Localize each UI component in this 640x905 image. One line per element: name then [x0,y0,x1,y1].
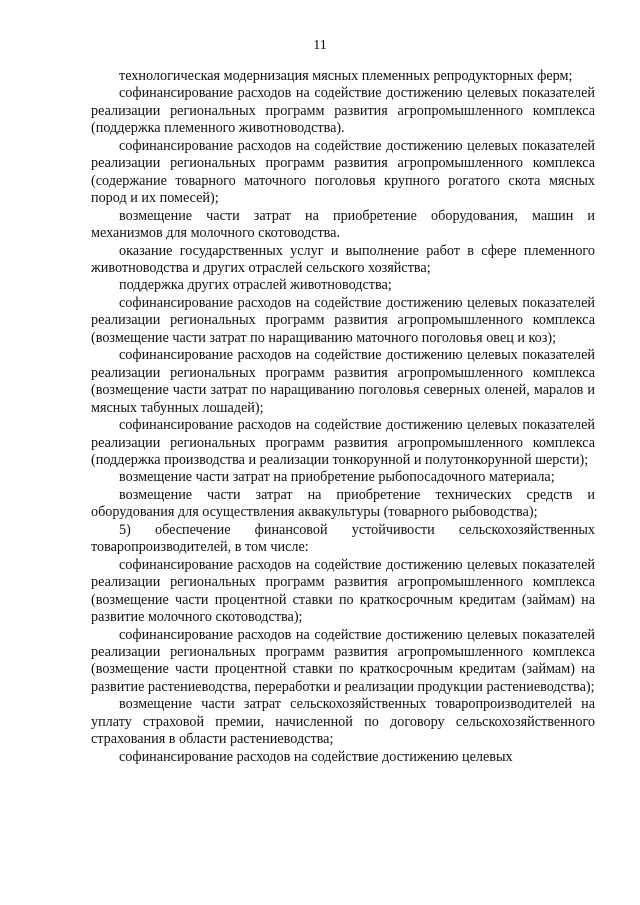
paragraph: софинансирование расходов на содействие достижению целевых показателей реализации региональных программ развития агропромышленного комплекса (возмещение части затрат по наращиванию поголовья северных оленей, маралов и мясных табунных лошадей); [91,347,595,416]
paragraph: поддержка других отраслей животноводства; [119,277,392,294]
paragraph: возмещение части затрат на приобретение рыбопосадочного материала; [119,469,555,486]
paragraph: софинансирование расходов на содействие достижению целевых показателей реализации региональных программ развития агропромышленного комплекса (возмещение части процентной ставки по краткосрочным кредитам (займам) на развитие молочного скотоводства); [91,556,595,626]
paragraph: технологическая модернизация мясных племенных репродукторных ферм; [119,68,573,84]
page-number: 11 [313,38,327,53]
paragraph: возмещение части затрат на приобретение оборудования, машин и механизмов для молочного скотоводства. [91,207,595,242]
paragraph: возмещение части затрат на приобретение технических средств и оборудования для осуществления аквакультуры (товарного рыбоводства); [91,486,595,521]
paragraph: софинансирование расходов на содействие достижению целевых показателей реализации региональных программ развития агропромышленного комплекса (поддержка производства и реализации тонкорунной и полутонкорунной шерсти); [91,417,595,468]
paragraph: софинансирование расходов на содействие достижению целевых показателей реализации региональных программ развития агропромышленного комплекса (возмещение части процентной ставки по краткосрочным кредитам (займам) на развитие растениеводства, переработки и реализации продукции растениеводства); [91,626,595,695]
paragraph: софинансирование расходов на содействие достижению целевых показателей реализации региональных программ развития агропромышленного комплекса (возмещение части затрат по наращиванию маточного поголовья овец и коз); [91,294,595,346]
paragraph: 5) обеспечение финансовой устойчивости сельскохозяйственных товаропроизводителей, в том числе: [91,521,595,556]
paragraph: оказание государственных услуг и выполнение работ в сфере племенного животноводства и других отраслей сельского хозяйства; [91,242,595,276]
paragraph: софинансирование расходов на содействие достижению целевых показателей реализации региональных программ развития агропромышленного комплекса (содержание товарного маточного поголовья крупного рогатого скота мясных пород и их помесей); [91,137,595,207]
document-body [91,68,595,766]
paragraph: софинансирование расходов на содействие достижению целевых [119,748,513,765]
paragraph: софинансирование расходов на содействие достижению целевых показателей реализации региональных программ развития агропромышленного комплекса (поддержка племенного животноводства). [91,85,595,137]
paragraph: возмещение части затрат сельскохозяйственных товаропроизводителей на уплату страховой премии, начисленной по договору сельскохозяйственного страхования в области растениеводства; [91,696,595,748]
